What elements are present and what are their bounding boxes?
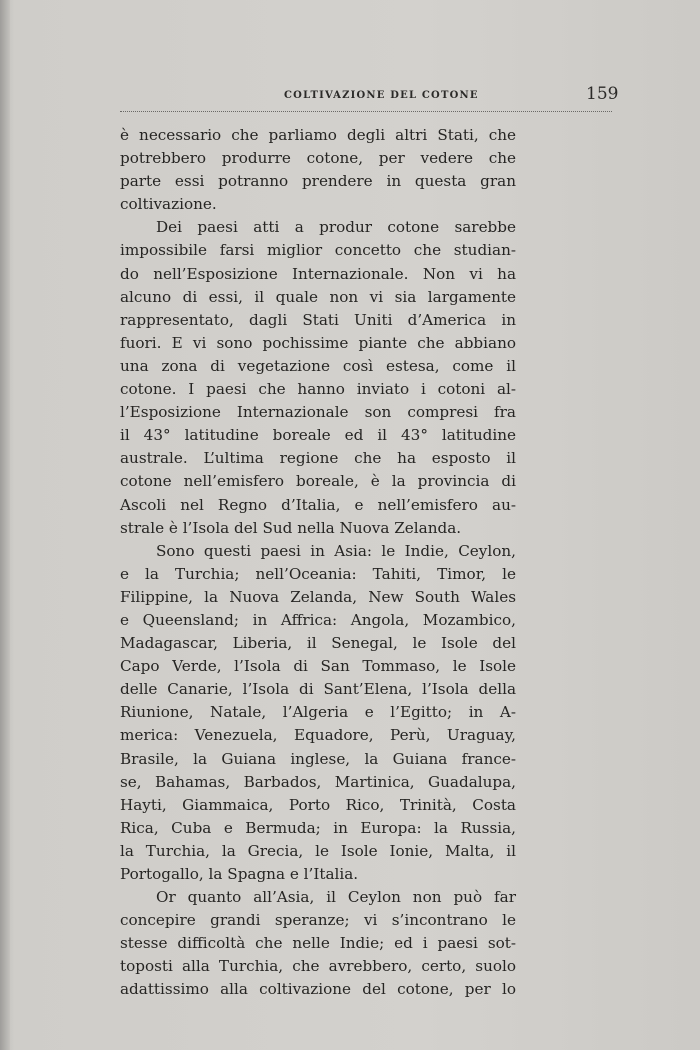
text-line: e Queensland; in Affrica: Angola, Mozambico, bbox=[120, 610, 516, 629]
text-line: adattissimo alla coltivazione del cotone, per lo bbox=[120, 980, 516, 999]
text-line: l’Esposizione Internazionale son compresi fra bbox=[120, 403, 516, 422]
text-line: delle Canarie, l’Isola di Sant’Elena, l’Isola della bbox=[120, 680, 516, 699]
paragraph-start-line: Sono questi paesi in Asia: le Indie, Ceylon, bbox=[156, 541, 516, 560]
text-line: è necessario che parliamo degli altri Stati, che bbox=[120, 126, 516, 144]
header-rule bbox=[120, 111, 612, 112]
text-line: stesse difficoltà che nelle Indie; ed i paesi sot- bbox=[120, 934, 516, 953]
text-line: Hayti, Giammaica, Porto Rico, Trinità, Costa bbox=[120, 795, 516, 814]
paragraph-start-line: Dei paesi atti a produr cotone sarebbe bbox=[156, 218, 516, 237]
running-title: COLTIVAZIONE DEL COTONE bbox=[284, 90, 479, 101]
text-line: fuori. E vi sono pochissime piante che abbiano bbox=[120, 333, 516, 352]
running-header bbox=[120, 84, 620, 112]
text-line: merica: Venezuela, Equadore, Perù, Uraguay, bbox=[120, 726, 516, 745]
text-line: cotone. I paesi che hanno inviato i cotoni al- bbox=[120, 380, 516, 399]
text-line: australe. L’ultima regione che ha esposto il bbox=[120, 449, 516, 468]
text-line: impossibile farsi miglior concetto che studian- bbox=[120, 241, 516, 260]
text-line: rappresentato, dagli Stati Uniti d’America in bbox=[120, 310, 516, 329]
text-line: Ascoli nel Regno d’Italia, e nell’emisfero au- bbox=[120, 495, 516, 514]
text-line: Riunione, Natale, l’Algeria e l’Egitto; in A- bbox=[120, 703, 516, 722]
text-line: strale è l’Isola del Sud nella Nuova Zelanda. bbox=[120, 518, 462, 537]
text-line: parte essi potranno prendere in questa gran bbox=[120, 172, 516, 191]
text-line: alcuno di essi, il quale non vi sia largamente bbox=[120, 287, 516, 306]
text-line: se, Bahamas, Barbados, Martinica, Guadalupa, bbox=[120, 772, 516, 791]
text-line: Brasile, la Guiana inglese, la Guiana france- bbox=[120, 749, 516, 768]
text-line: il 43° latitudine boreale ed il 43° latitudine bbox=[120, 426, 516, 445]
text-line: una zona di vegetazione così estesa, come il bbox=[120, 356, 516, 375]
text-line: Filippine, la Nuova Zelanda, New South Wales bbox=[120, 587, 516, 606]
page-binding-edge bbox=[0, 0, 10, 1050]
text-line: cotone nell’emisfero boreale, è la provincia di bbox=[120, 472, 516, 491]
text-line: e la Turchia; nell’Oceania: Tahiti, Timor, le bbox=[120, 564, 516, 583]
text-line: Capo Verde, l’Isola di San Tommaso, le Isole bbox=[120, 657, 516, 676]
paragraph-start-line: Or quanto all’Asia, il Ceylon non può far bbox=[156, 888, 516, 907]
text-line: toposti alla Turchia, che avrebbero, certo, suolo bbox=[120, 957, 516, 976]
text-line: coltivazione. bbox=[120, 195, 217, 214]
body-text bbox=[120, 124, 516, 1002]
text-line: Portogallo, la Spagna e l’Italia. bbox=[120, 865, 359, 883]
text-line: potrebbero produrre cotone, per vedere che bbox=[120, 149, 516, 168]
text-line: Madagascar, Liberia, il Senegal, le Isole del bbox=[120, 634, 516, 653]
text-line: concepire grandi speranze; vi s’incontrano le bbox=[120, 911, 516, 930]
text-line: la Turchia, la Grecia, le Isole Ionie, Malta, il bbox=[120, 841, 516, 860]
text-line: Rica, Cuba e Bermuda; in Europa: la Russia, bbox=[120, 818, 516, 837]
page-number: 159 bbox=[586, 84, 619, 104]
text-line: do nell’Esposizione Internazionale. Non vi ha bbox=[120, 264, 516, 283]
